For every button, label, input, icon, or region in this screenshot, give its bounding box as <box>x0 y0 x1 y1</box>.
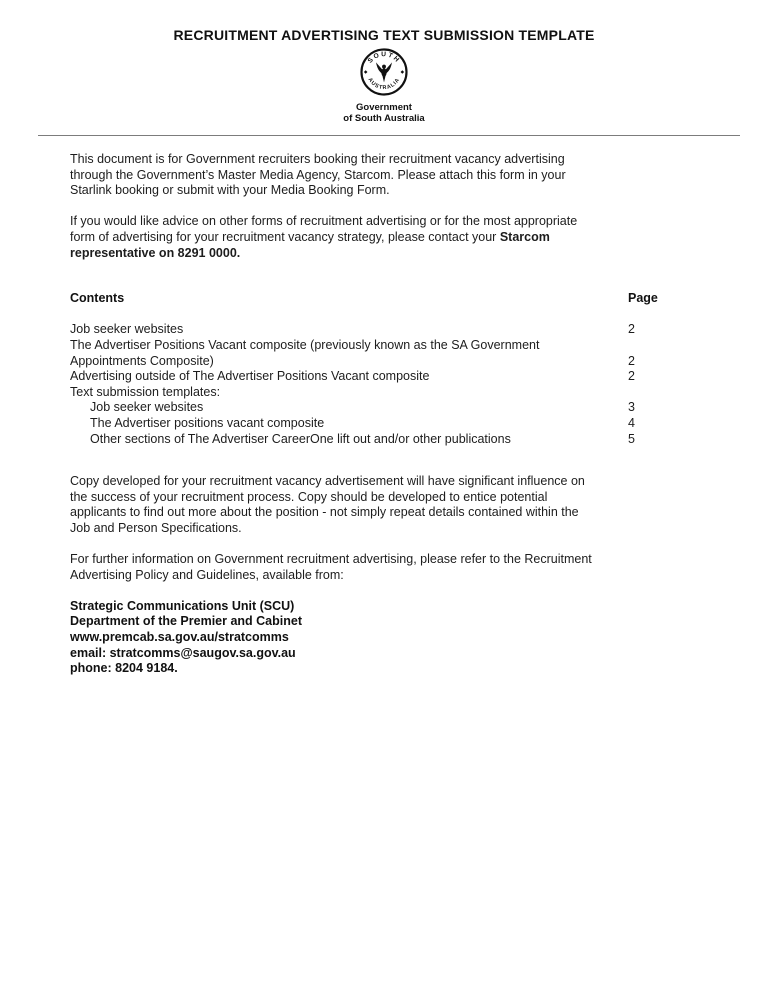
toc-item-label: Advertising outside of The Advertiser Positions Vacant composite <box>70 369 430 384</box>
toc-item-label: The Advertiser Positions Vacant composite (previously known as the SA Government Appointments Composite) <box>70 337 540 368</box>
toc-item-page: 4 <box>628 415 635 430</box>
document-body <box>70 152 668 677</box>
advice-line-normal: form of advertising for your recruitment vacancy strategy, please contact your <box>70 229 500 244</box>
toc-item-page: 2 <box>628 322 635 337</box>
starcom-phone-bold-text: representative on 8291 0000. <box>70 245 241 260</box>
toc-item-label: Other sections of The Advertiser CareerOne lift out and/or other publications <box>90 431 511 446</box>
logo-caption-line2: of South Australia <box>343 112 425 124</box>
further-info-paragraph <box>70 552 668 583</box>
copy-line: the success of your recruitment process. Copy should be developed to entice potential <box>70 489 548 504</box>
toc-row <box>70 322 668 338</box>
contact-block <box>70 599 668 677</box>
sa-government-seal-icon <box>359 47 409 97</box>
toc-item-label: The Advertiser positions vacant composite <box>90 415 325 430</box>
svg-text:AUSTRALIA: AUSTRALIA <box>366 76 402 92</box>
starcom-bold-text: Starcom <box>499 229 550 244</box>
toc-row <box>70 338 668 369</box>
copy-paragraph <box>70 474 668 536</box>
contents-section <box>70 291 668 447</box>
advice-line: If you would like advice on other forms of recruitment advertising or for the most appropriate <box>70 214 578 229</box>
toc-item-page: 3 <box>628 400 635 415</box>
contact-unit-name: Strategic Communications Unit (SCU) <box>70 598 295 613</box>
further-info-line: Advertising Policy and Guidelines, available from: <box>70 567 344 582</box>
contact-website: www.premcab.sa.gov.au/stratcomms <box>70 630 289 645</box>
toc-item-page: 2 <box>628 369 635 384</box>
contents-header-row <box>70 291 668 307</box>
copy-line: Job and Person Specifications. <box>70 520 242 535</box>
sa-government-logo <box>0 47 768 124</box>
header-divider <box>38 135 740 136</box>
intro-line: This document is for Government recruiters booking their recruitment vacancy advertising <box>70 152 565 166</box>
toc-item-page: 5 <box>628 431 635 446</box>
contact-department: Department of the Premier and Cabinet <box>70 614 302 629</box>
toc-row <box>70 416 668 432</box>
copy-line: applicants to find out more about the position - not simply repeat details contained within the <box>70 505 579 520</box>
advice-paragraph <box>70 214 668 261</box>
contact-email: email: stratcomms@saugov.sa.gov.au <box>70 645 296 660</box>
toc-item-label: Job seeker websites <box>70 322 184 337</box>
toc-row <box>70 369 668 385</box>
advice-line <box>70 230 668 246</box>
further-info-line: For further information on Government recruitment advertising, please refer to the Recruitment <box>70 552 592 567</box>
logo-caption-line1: Government <box>356 102 412 113</box>
contact-phone: phone: 8204 9184. <box>70 661 178 676</box>
toc-item-label: Text submission templates: <box>70 384 221 399</box>
toc-row <box>70 432 668 448</box>
intro-line: through the Government’s Master Media Agency, Starcom. Please attach this form in your <box>70 167 566 182</box>
toc-row <box>70 400 668 416</box>
contents-heading: Contents <box>70 291 125 306</box>
toc-row <box>70 385 668 401</box>
toc-item-label: Job seeker websites <box>90 400 204 415</box>
page-column-heading: Page <box>628 291 658 306</box>
page-title: RECRUITMENT ADVERTISING TEXT SUBMISSION TEMPLATE <box>173 27 595 43</box>
copy-line: Copy developed for your recruitment vacancy advertisement will have significant influence on <box>70 474 585 489</box>
toc-item-page: 2 <box>628 353 635 368</box>
intro-paragraph <box>70 152 668 199</box>
logo-caption <box>0 103 768 124</box>
intro-line: Starlink booking or submit with your Media Booking Form. <box>70 183 390 198</box>
svg-text:SOUTH: SOUTH <box>366 51 402 65</box>
